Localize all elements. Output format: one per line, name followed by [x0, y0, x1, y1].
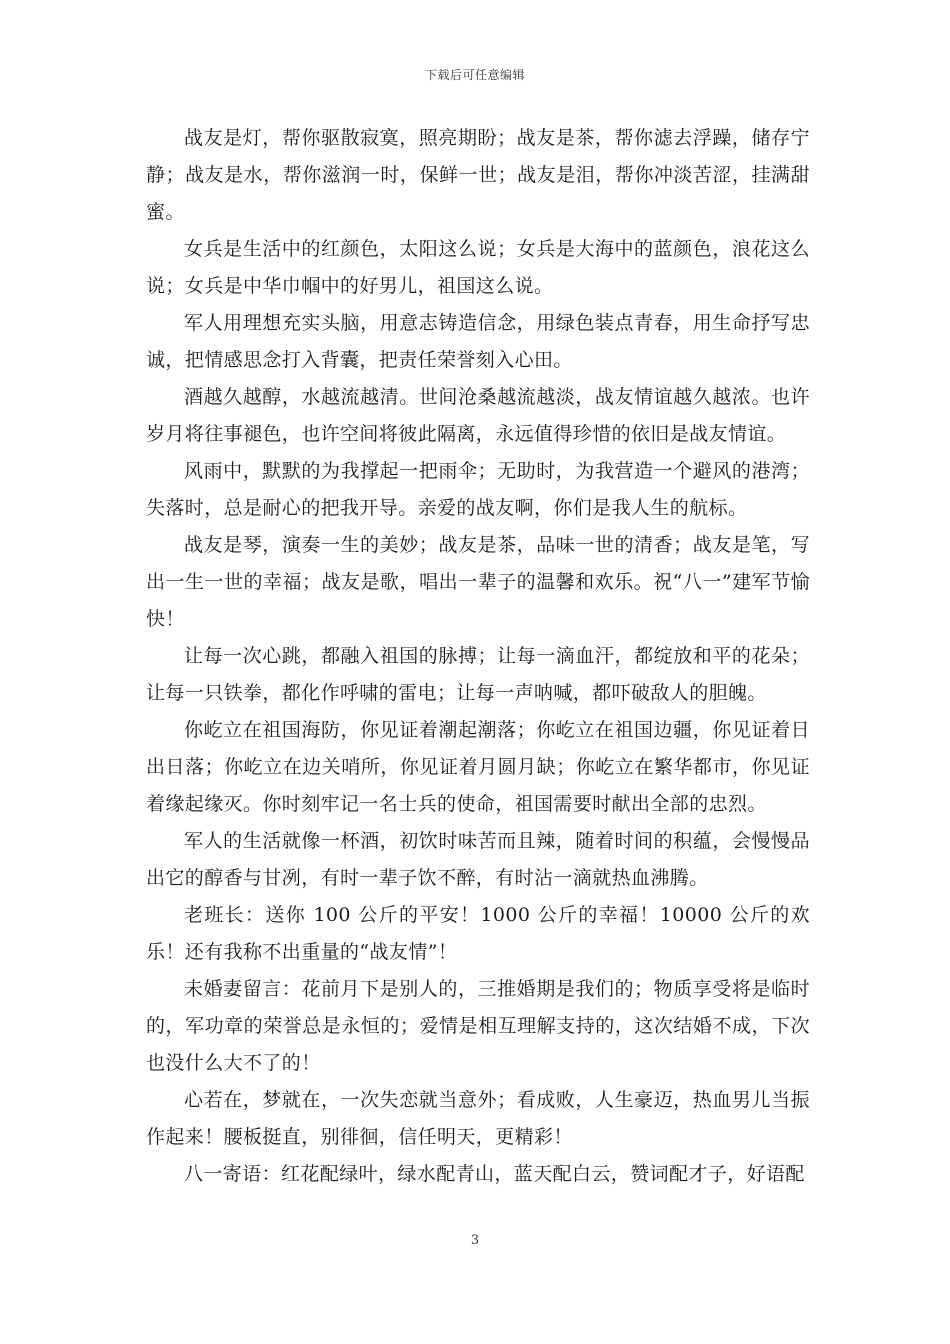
- paragraph: 你屹立在祖国海防，你见证着潮起潮落；你屹立在祖国边疆，你见证着日出日落；你屹立在边关哨所，你见证着月圆月缺；你屹立在繁华都市，你见证着缘起缘灭。你时刻牢记一名士兵的使命，祖国需要时献出全部的忠烈。: [146, 719, 810, 815]
- paragraph: 战友是灯，帮你驱散寂寞，照亮期盼；战友是茶，帮你滤去浮躁，储存宁静；战友是水，帮你滋润一时，保鲜一世；战友是泪，帮你冲淡苦涩，挂满甜蜜。: [146, 127, 810, 223]
- paragraph: 未婚妻留言：花前月下是别人的，三推婚期是我们的；物质享受将是临时的，军功章的荣誉总是永恒的；爱情是相互理解支持的，这次结婚不成，下次也没什么大不了的！: [146, 978, 810, 1074]
- paragraph: 军人用理想充实头脑，用意志铸造信念，用绿色装点青春，用生命抒写忠诚，把情感思念打入背囊，把责任荣誉刻入心田。: [146, 312, 810, 371]
- paragraph: 军人的生活就像一杯酒，初饮时味苦而且辣，随着时间的积蕴，会慢慢品出它的醇香与甘冽，有时一辈子饮不醉，有时沾一滴就热血沸腾。: [146, 830, 810, 889]
- page-header: 下载后可任意编辑: [424, 68, 525, 82]
- paragraph: 酒越久越醇，水越流越清。世间沧桑越流越淡，战友情谊越久越浓。也许岁月将往事褪色，也许空间将彼此隔离，永远值得珍惜的依旧是战友情谊。: [146, 386, 810, 445]
- paragraph: 让每一次心跳，都融入祖国的脉搏；让每一滴血汗，都绽放和平的花朵；让每一只铁拳，都化作呼啸的雷电；让每一声呐喊，都吓破敌人的胆魄。: [146, 645, 810, 704]
- paragraph: 战友是琴，演奏一生的美妙；战友是茶，品味一世的清香；战友是笔，写出一生一世的幸福；战友是歌，唱出一辈子的温馨和欢乐。祝“八一”建军节愉快！: [146, 534, 810, 630]
- paragraph: 八一寄语：红花配绿叶，绿水配青山，蓝天配白云，赞词配才子，好语配: [184, 1163, 805, 1185]
- paragraph: 风雨中，默默的为我撑起一把雨伞；无助时，为我营造一个避风的港湾；失落时，总是耐心的把我开导。亲爱的战友啊，你们是我人生的航标。: [146, 460, 810, 519]
- page-number: 3: [470, 1233, 480, 1248]
- paragraph: 老班长：送你 100 公斤的平安！1000 公斤的幸福！10000 公斤的欢乐！还有我称不出重量的“战友情”！: [146, 904, 810, 963]
- document-body: [146, 120, 810, 1193]
- paragraph: 心若在，梦就在，一次失恋就当意外；看成败，人生豪迈，热血男儿当振作起来！腰板挺直，别徘徊，信任明天，更精彩！: [146, 1089, 810, 1148]
- paragraph: 女兵是生活中的红颜色，太阳这么说；女兵是大海中的蓝颜色，浪花这么说；女兵是中华巾帼中的好男儿，祖国这么说。: [146, 238, 810, 297]
